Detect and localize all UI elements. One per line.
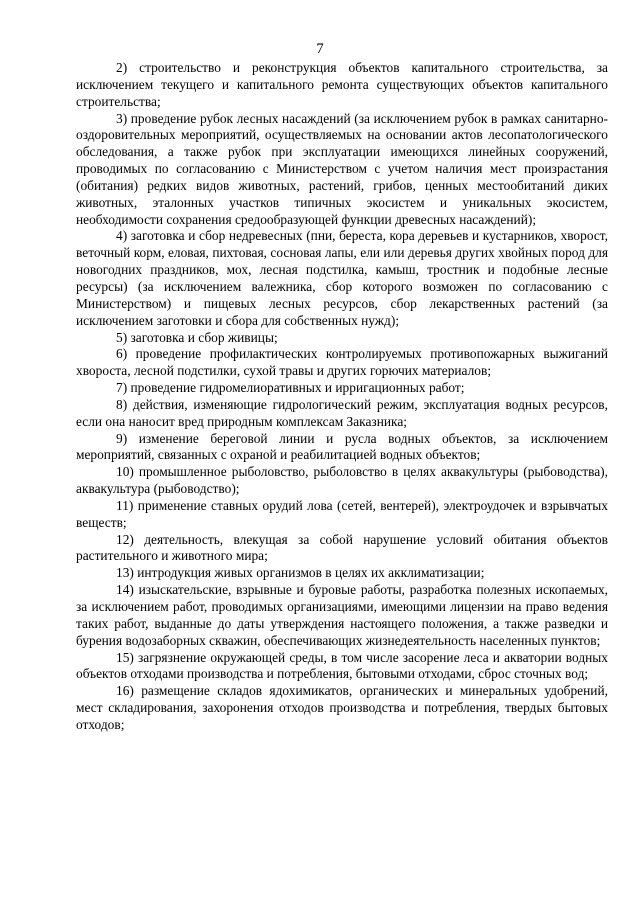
list-item [76, 380, 608, 397]
list-item [76, 532, 608, 566]
list-item [76, 464, 608, 498]
list-item-number: 2) [116, 60, 128, 75]
list-item [76, 683, 608, 734]
list-item-number: 9) [116, 430, 128, 446]
list-item-number: 10) [116, 464, 134, 480]
prohibitions-list [76, 60, 608, 734]
list-item-text: размещение складов ядохимикатов, органических и минеральных удобрений, мест складирования, захоронения отходов производства и потребления, твердых бытовых отходов; [76, 683, 608, 732]
list-item-text: деятельность, влекущая за собой нарушение условий обитания объектов растительного и животного мира; [76, 531, 608, 564]
list-item-text: проведение рубок лесных насаждений (за исключением рубок в рамках санитарно-оздоровительных мероприятий, осуществляемых на основании актов лесопатологического обследования, а также рубок при эксплуатации имеющихся линейных сооружений, проводимых по согласованию с Министерством с учетом наличия мест произрастания (обитания) редких видов животных, растений, грибов, ценных местообитаний диких животных, эталонных участков типичных экосистем и уникальных экосистем, необходимости сохранения средообразующей функции древесных насаждений); [76, 110, 608, 227]
list-item-text: заготовка и сбор недревесных (пни, береста, кора деревьев и кустарников, хворост, веточный корм, еловая, пихтовая, сосновая лапы, ели или деревья других хвойных пород для новогодних праздников, мох, лесная подстилка, камыш, тростник и подобные лесные ресурсы) (за исключением валежника, сбор которого возможен по согласованию с Министерством) и пищевых лесных ресурсов, сбор лекарственных растений (за исключением заготовки и сбора для собственных нужд); [76, 228, 608, 328]
list-item-text: изыскательские, взрывные и буровые работы, разработка полезных ископаемых, за исключением работ, проводимых организациями, имеющими лицензии на право ведения таких работ, выданные до даты утверждения настоящего положения, а также разведки и бурения водозаборных скважин, обеспечивающих жизнедеятельность населенных пунктов; [76, 582, 608, 648]
list-item-text: промышленное рыболовство, рыболовство в целях аквакультуры (рыбоводства), аквакультура (рыбоводство); [76, 464, 608, 497]
list-item [76, 330, 608, 347]
list-item-text: применение ставных орудий лова (сетей, вентерей), электроудочек и взрывчатых веществ; [76, 497, 608, 530]
list-item [76, 397, 608, 431]
list-item-number: 13) [116, 565, 134, 581]
list-item [76, 228, 608, 329]
list-item [76, 498, 608, 532]
list-item [76, 60, 608, 111]
list-item-number: 4) [116, 228, 128, 244]
list-item [76, 650, 608, 684]
list-item-number: 16) [116, 683, 134, 699]
list-item [76, 582, 608, 649]
list-item-text: интродукция живых организмов в целях их акклиматизации; [137, 565, 485, 581]
list-item-text: строительство и реконструкция объектов капитального строительства, за исключением текущего и капитального ремонта существующих объектов капитального строительства; [76, 60, 608, 109]
list-item-text: изменение береговой линии и русла водных объектов, за исключением мероприятий, связанных с охраной и реабилитацией водных объектов; [76, 430, 608, 463]
list-item [76, 565, 608, 582]
list-item-text: загрязнение окружающей среды, в том числе засорение леса и акватории водных объектов отходами производства и потребления, бытовыми отходами, сброс сточных вод; [76, 649, 608, 682]
list-item-number: 7) [116, 380, 128, 396]
list-item-number: 11) [116, 497, 134, 513]
list-item [76, 346, 608, 380]
page-number: 7 [316, 41, 324, 57]
list-item-number: 6) [116, 346, 128, 362]
list-item-number: 3) [116, 110, 128, 126]
list-item-number: 5) [116, 329, 128, 345]
list-item-number: 12) [116, 531, 134, 547]
list-item-number: 8) [116, 396, 128, 412]
list-item-text: проведение гидромелиоративных и ирригационных работ; [130, 380, 465, 396]
list-item-number: 14) [116, 582, 134, 598]
list-item-number: 15) [116, 649, 134, 665]
list-item [76, 111, 608, 229]
list-item-text: проведение профилактических контролируемых противопожарных выжиганий хвороста, лесной подстилки, сухой травы и других горючих материалов; [76, 346, 608, 379]
list-item-text: заготовка и сбор живицы; [130, 329, 278, 345]
list-item-text: действия, изменяющие гидрологический режим, эксплуатация водных ресурсов, если она наносит вред природным комплексам Заказника; [76, 396, 608, 429]
list-item [76, 431, 608, 465]
